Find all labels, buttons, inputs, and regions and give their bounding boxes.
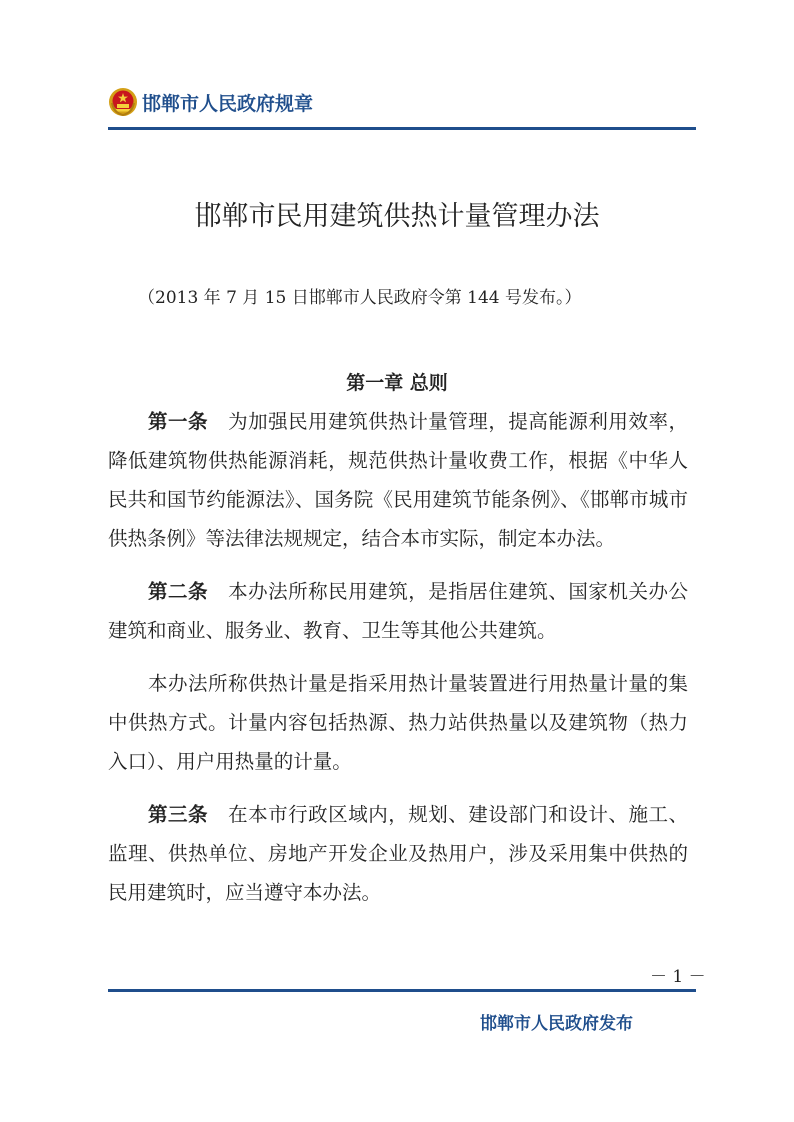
national-emblem-icon <box>108 87 138 117</box>
article-text: 在本市行政区域内，规划、建设部门和设计、施工、监理、供热单位、房地产开发企业及热用户，涉及采用集中供热的民用建筑时，应当遵守本办法。 <box>108 803 688 904</box>
page-number: － 1 － <box>650 967 706 987</box>
header-title: 邯郸市人民政府规章 <box>142 92 314 115</box>
footer-publisher: 邯郸市人民政府发布 <box>480 1014 633 1034</box>
article-number: 第二条 <box>148 580 209 603</box>
document-body <box>108 402 688 912</box>
article-number: 第三条 <box>148 803 209 826</box>
header-divider <box>108 127 696 130</box>
chapter-heading: 第一章 总则 <box>346 372 448 394</box>
promulgation-note: （2013 年 7 月 15 日邯郸市人民政府令第 144 号发布。） <box>138 288 582 308</box>
article-text: 本办法所称供热计量是指采用热计量装置进行用热量计量的集中供热方式。计量内容包括热源、热力站供热量以及建筑物（热力入口）、用户用热量的计量。 <box>108 672 688 773</box>
article-paragraph <box>108 572 688 650</box>
article-number: 第一条 <box>148 410 209 433</box>
article-paragraph <box>108 664 688 781</box>
article-paragraph <box>108 795 688 912</box>
page-header <box>108 84 313 120</box>
article-text: 本办法所称民用建筑，是指居住建筑、国家机关办公建筑和商业、服务业、教育、卫生等其他公共建筑。 <box>108 580 688 642</box>
article-paragraph <box>108 402 688 558</box>
document-title: 邯郸市民用建筑供热计量管理办法 <box>194 201 600 232</box>
article-text: 为加强民用建筑供热计量管理，提高能源利用效率，降低建筑物供热能源消耗，规范供热计量收费工作，根据《中华人民共和国节约能源法》、国务院《民用建筑节能条例》、《邯郸市城市供热条例》等法律法规规定，结合本市实际，制定本办法。 <box>108 410 688 550</box>
footer-divider <box>108 989 696 992</box>
